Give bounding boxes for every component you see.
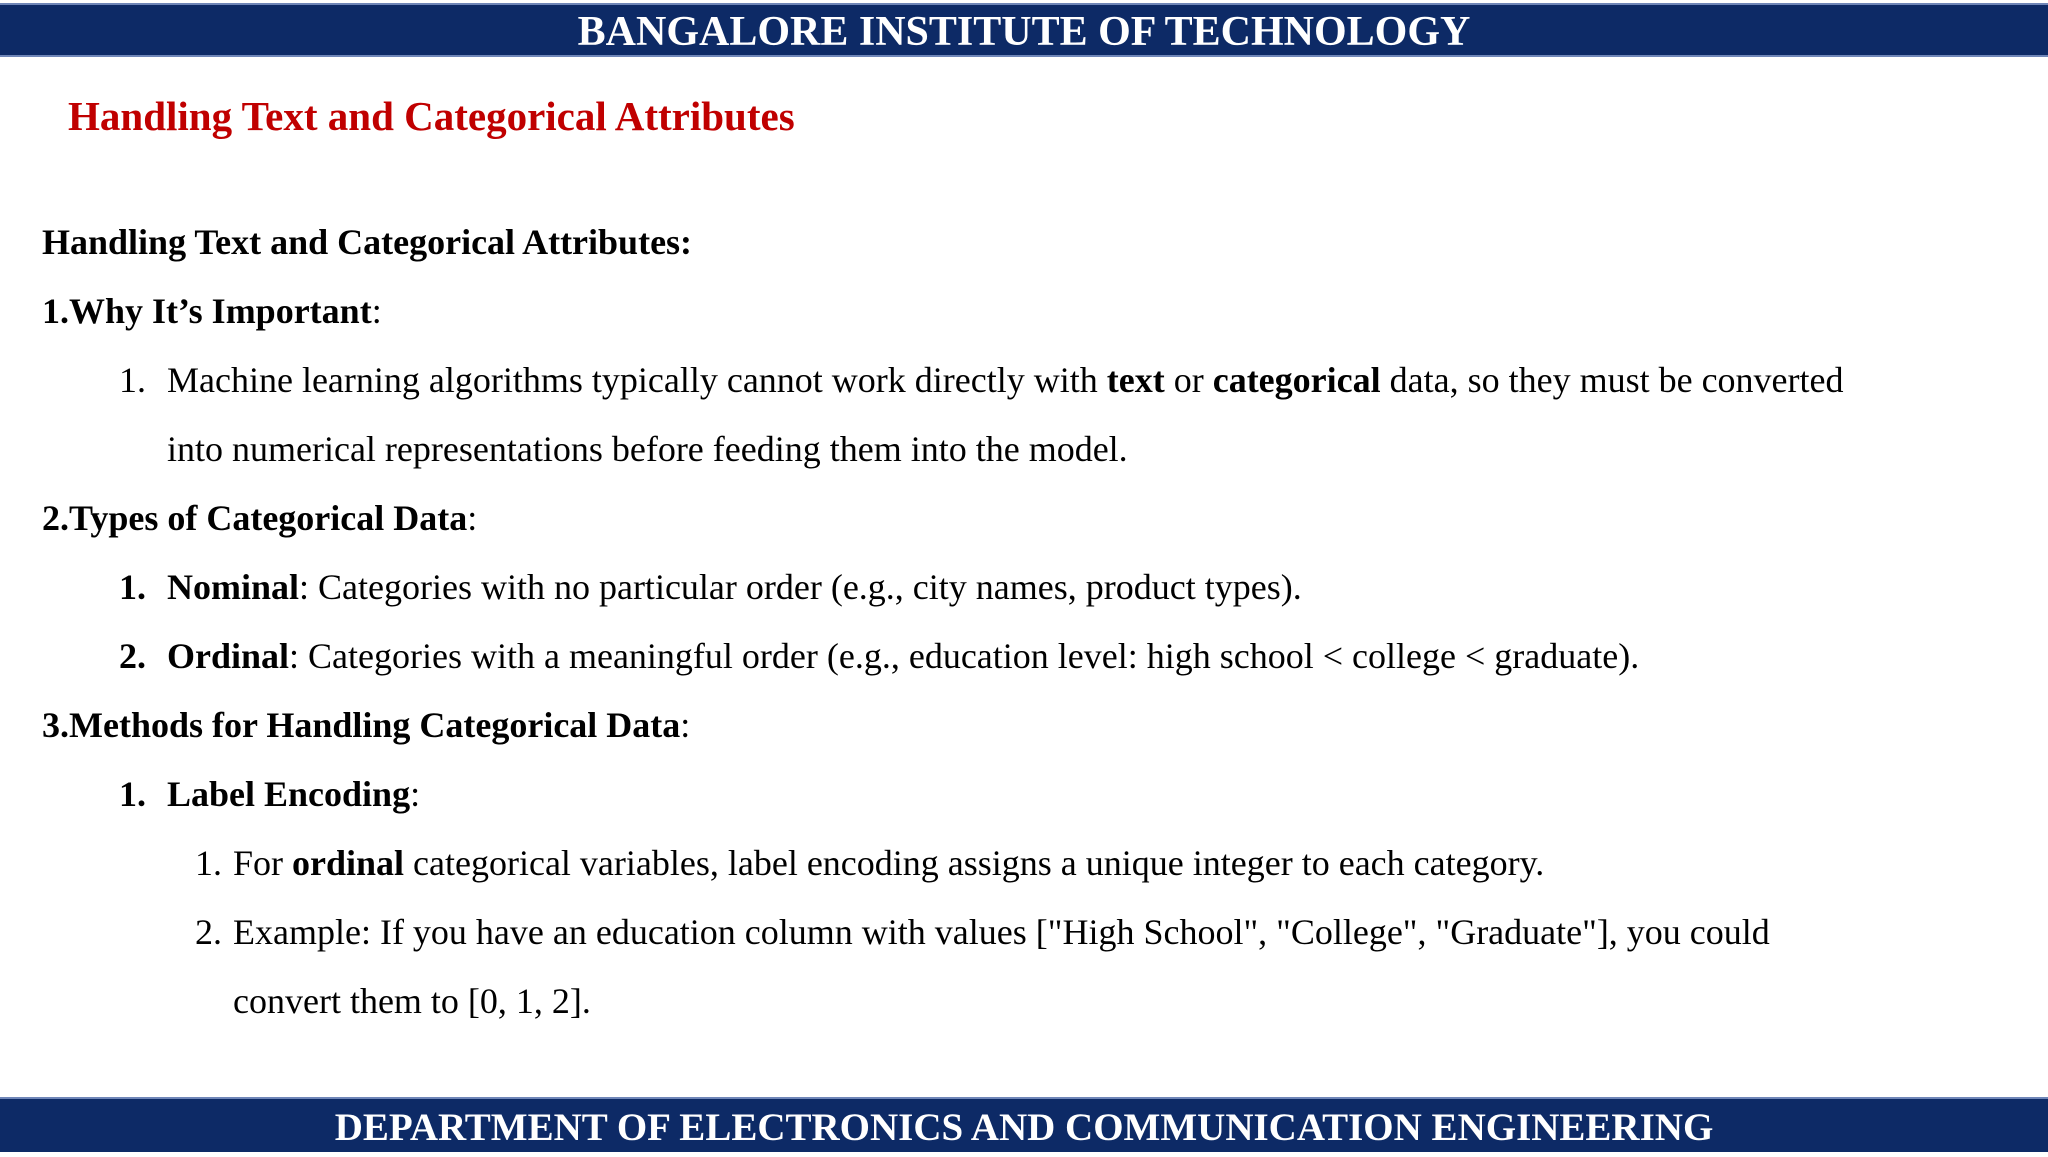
bold-term: Label Encoding xyxy=(167,774,411,814)
section-title: 2.Types of Categorical Data xyxy=(42,498,468,538)
bold-term: categorical xyxy=(1212,360,1381,400)
section-title: 1.Why It’s Important xyxy=(42,291,372,331)
sub-list-item-continuation xyxy=(42,967,2022,1036)
list-item-continuation xyxy=(42,415,2022,484)
list-item xyxy=(42,553,2022,622)
slide-body xyxy=(42,208,2022,1036)
item-colon: : xyxy=(410,774,421,814)
list-number: 2. xyxy=(195,912,222,952)
list-item xyxy=(42,346,2022,415)
list-number: 1. xyxy=(119,774,146,814)
department-footer: DEPARTMENT OF ELECTRONICS AND COMMUNICATION ENGINEERING xyxy=(0,1097,2048,1152)
item-text: : Categories with no particular order (e.g., city names, product types). xyxy=(299,567,1302,607)
item-text: Machine learning algorithms typically cannot work directly with xyxy=(167,360,1107,400)
item-text: or xyxy=(1164,360,1213,400)
sub-list-item xyxy=(42,829,2022,898)
slide-title: Handling Text and Categorical Attributes xyxy=(68,93,795,139)
section-methods xyxy=(42,691,2022,760)
section-colon: : xyxy=(680,705,691,745)
list-item xyxy=(42,622,2022,691)
item-text: : Categories with a meaningful order (e.g., education level: high school < college < graduate). xyxy=(289,636,1640,676)
section-why-important xyxy=(42,277,2022,346)
item-text: convert them to [0, 1, 2]. xyxy=(233,981,591,1021)
item-text: categorical variables, label encoding assigns a unique integer to each category. xyxy=(404,843,1545,883)
section-colon: : xyxy=(371,291,382,331)
list-number: 1. xyxy=(119,360,146,400)
list-number: 2. xyxy=(119,636,146,676)
item-text: into numerical representations before feeding them into the model. xyxy=(167,429,1128,469)
section-types xyxy=(42,484,2022,553)
item-text: For xyxy=(233,843,293,883)
content-heading xyxy=(42,208,2022,277)
sub-list-item xyxy=(42,898,2022,967)
content-heading-text: Handling Text and Categorical Attributes: xyxy=(42,222,693,262)
list-number: 1. xyxy=(195,843,222,883)
list-item xyxy=(42,760,2022,829)
bold-term: Ordinal xyxy=(167,636,290,676)
section-colon: : xyxy=(467,498,478,538)
item-text: data, so they must be converted xyxy=(1380,360,1844,400)
item-text: Example: If you have an education column with values ["High School", "College", "Graduate"], you could xyxy=(233,912,1770,952)
bold-term: Nominal xyxy=(167,567,300,607)
bold-term: ordinal xyxy=(292,843,405,883)
institution-header: BANGALORE INSTITUTE OF TECHNOLOGY xyxy=(0,3,2048,57)
section-title: 3.Methods for Handling Categorical Data xyxy=(42,705,681,745)
list-number: 1. xyxy=(119,567,146,607)
bold-term: text xyxy=(1106,360,1165,400)
